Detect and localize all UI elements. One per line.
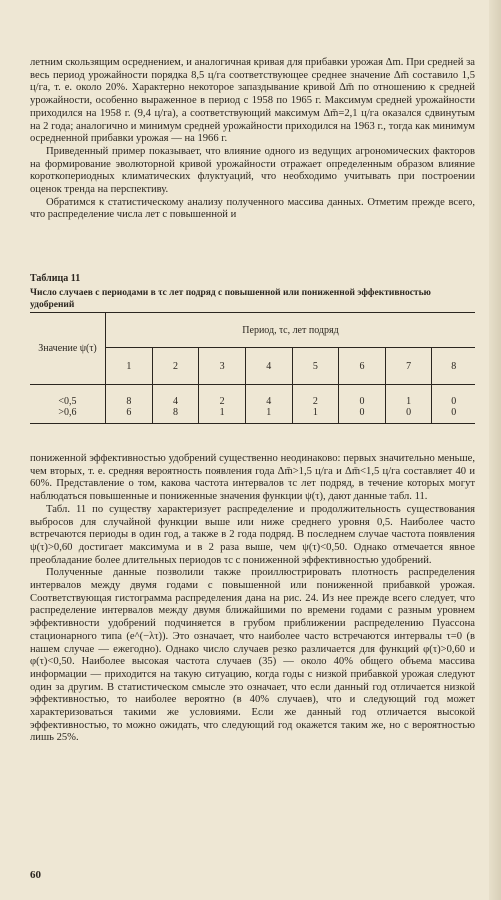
table-cell: 4 xyxy=(245,385,292,408)
paragraph-continuation: летним скользящим осреднением, и аналогичная кривая для прибавки урожая Δm. При средней за весь период урожайности порядка 8,5 ц/га соответствующее среднее значение Δm̄ составило 1,5 ц/га, т. е. около 20%. Характерно некоторое запаздывание кривой Δm̄ по отношению к средней урожайности, особенно выраженное в период с 1958 по 1965 г. Максимум средней урожайности приходился на 1958 г. (9,4 ц/га), а соответствующий максимум Δm̄=2,1 ц/га оказался сдвинутым на 2 года; аналогично и минимум средней урожайности приходился на 1963 г., тогда как минимум осредненной прибавки урожая — на 1966 г. xyxy=(30,57,475,145)
paragraph-continuation-2: пониженной эффективностью удобрений существенно неодинаково: первых значительно меньше, чем вторых, т. е. средняя вероятность появления года Δm̄>1,5 ц/га и Δm̄<1,5 ц/га составляет 40 и 60%. Представление о том, какова частота интервалов τс лет подряд, в течение которых могут наблюдаться повышенные и пониженные значения функции ψ(τ), дают данные табл. 11. xyxy=(30,453,475,503)
text-block-top xyxy=(30,57,475,222)
paragraph-analysis-intro: Обратимся к статистическому анализу полученного массива данных. Отметим прежде всего, что распределение числа лет с повышенной и xyxy=(30,196,475,221)
table-cell: 2 xyxy=(199,385,246,408)
table-cell: 1 xyxy=(292,407,339,424)
table-row xyxy=(30,407,475,424)
table-cell: 0 xyxy=(432,407,475,424)
table-cell: 0 xyxy=(339,385,386,408)
column-header: 8 xyxy=(432,348,475,385)
column-header: 3 xyxy=(199,348,246,385)
column-header: 4 xyxy=(245,348,292,385)
paragraph-example: Приведенный пример показывает, что влияние одного из ведущих агрономических факторов на формирование эволюторной кривой урожайности отражает определенным образом влияние короткопериодных климатических флуктуаций, что необходимо учитывать при построении оценок тренда на перспективу. xyxy=(30,145,475,196)
paragraph-histogram: Полученные данные позволили также проиллюстрировать плотность распределения интервалов между двумя годами с повышенной или пониженной прибавкой урожая. Соответствующая гистограмма распределения дана на рис. 24. Из нее прежде всего следует, что распределение интервалов между двумя ближайшими по времени годами с разным уровнем эффективности удобрений подчиняется в грубом приближении распределению Пуассона стационарного типа (e^(−λτ)). Это означает, что наиболее часто встречаются интервалы τ=0 (в нашем случае — ежегодно). Однако число случаев резко различается для функций φ(τ)>0,60 и φ(τ)<0,50. Наиболее высокая частота случаев (35) — около 40% общего объема массива информации — приходится на такую ситуацию, когда годы с низкой прибавкой урожая следуют один за другим. В статистическом смысле это означает, что если данный год отличается низкой эффективностью, то наиболее вероятно (в 40% случаев), что и следующий год может характеризоваться такими же условиями. Если же данный год отличается высокой эффективностью, то можно ожидать, что следующий год окажется таким же, но с вероятностью лишь 25%. xyxy=(30,567,475,744)
table-cell: 8 xyxy=(152,407,199,424)
period-header: Период, τс, лет подряд xyxy=(106,313,476,348)
table-title: Число случаев с периодами в τс лет подряд с повышенной или пониженной эффективностью удобрений xyxy=(30,288,431,310)
table-cell: 0 xyxy=(339,407,386,424)
column-header: 2 xyxy=(152,348,199,385)
paragraph-table-discussion: Табл. 11 по существу характеризует распределение и продолжительность существования выбросов для случайной функции выше или ниже среднего уровня 0,5. Наиболее часто встречаются периоды в один год, а также в 2 года подряд. В последнем случае частота появления ψ(τ)>0,60 достигает максимума и в 2 раза выше, чем ψ(τ)<0,50. Однако отмечается явное преобладание более длительных периодов τс с пониженной эффективностью удобрений. xyxy=(30,503,475,566)
table-number: Таблица 11 xyxy=(30,273,81,284)
column-header: 7 xyxy=(385,348,432,385)
column-header: 5 xyxy=(292,348,339,385)
text-block-bottom xyxy=(30,453,475,745)
page-fold-shadow xyxy=(489,0,501,900)
row-label: >0,6 xyxy=(58,407,77,418)
table-cell: 1 xyxy=(245,407,292,424)
table-11 xyxy=(30,312,475,424)
table-cell: 1 xyxy=(385,385,432,408)
table-cell: 1 xyxy=(199,407,246,424)
table-cell: 0 xyxy=(432,385,475,408)
table-cell: 0 xyxy=(385,407,432,424)
page-number: 60 xyxy=(30,869,41,881)
row-header: Значение ψ(τ) xyxy=(38,343,97,354)
table-cell: 4 xyxy=(152,385,199,408)
table-body xyxy=(30,385,475,424)
table-cell: 6 xyxy=(106,407,153,424)
table-cell: 8 xyxy=(106,385,153,408)
table-cell: 2 xyxy=(292,385,339,408)
table-row xyxy=(30,385,475,408)
column-header: 1 xyxy=(106,348,153,385)
table-caption xyxy=(30,273,475,311)
column-header: 6 xyxy=(339,348,386,385)
row-label: <0,5 xyxy=(58,396,77,407)
